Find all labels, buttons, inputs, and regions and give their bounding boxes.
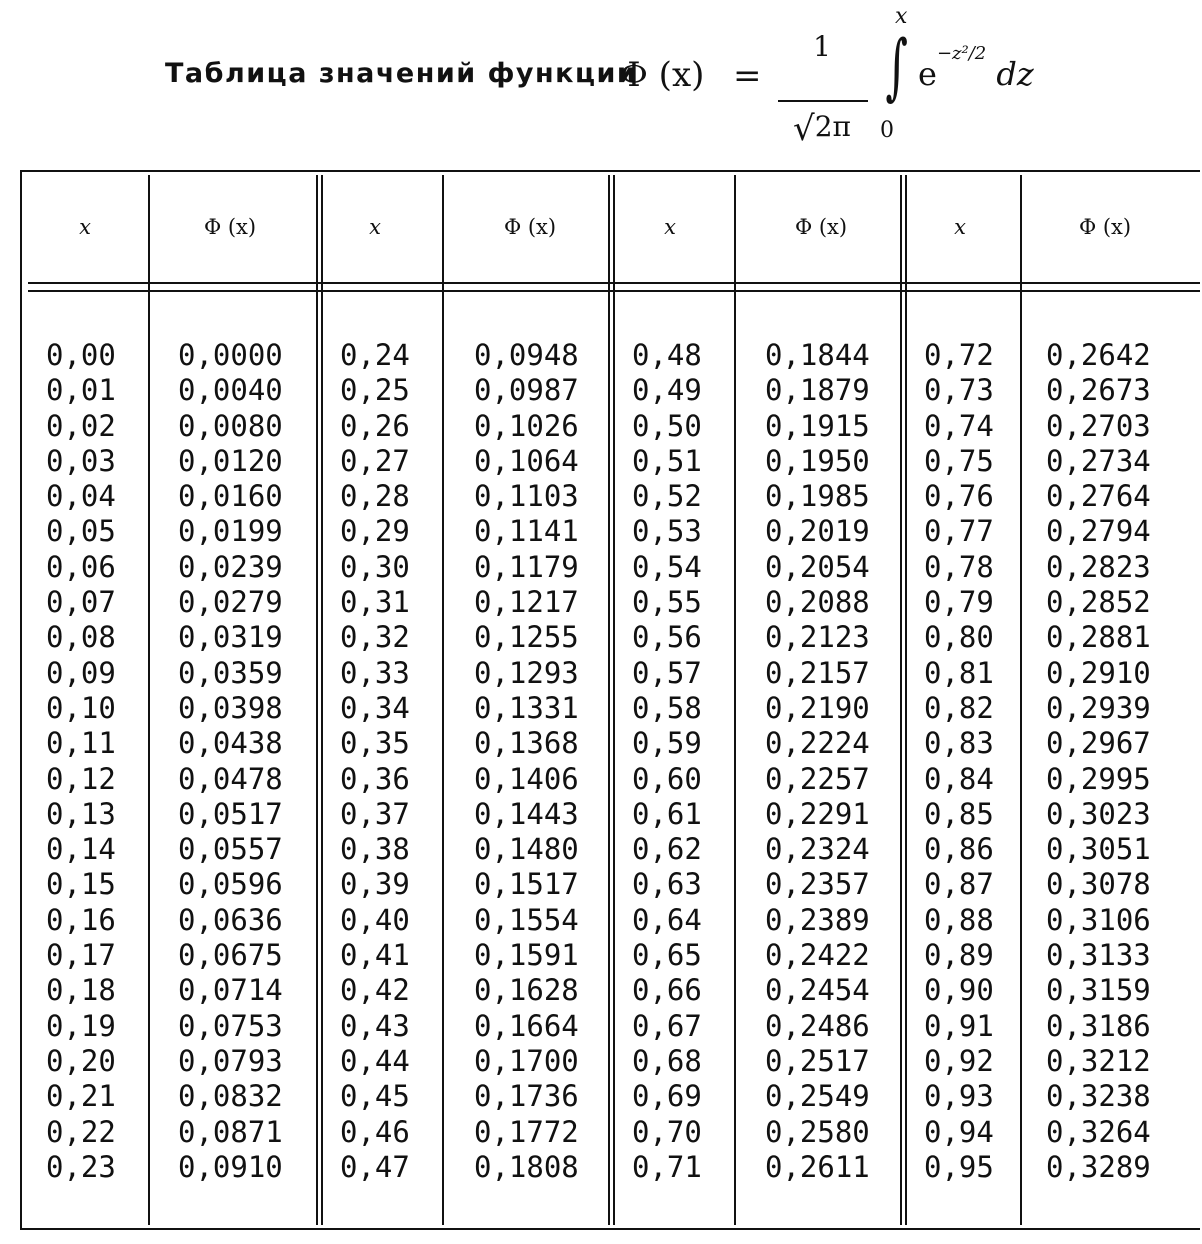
table-cell: 0,12 <box>46 761 116 796</box>
table-cell: 0,21 <box>46 1079 116 1114</box>
table-cell: 0,1217 <box>474 585 579 620</box>
integrand <box>918 43 1034 93</box>
table-cell: 0,1406 <box>474 761 579 796</box>
table-cell: 0,0714 <box>178 973 283 1008</box>
table-cell: 0,64 <box>632 902 702 937</box>
table-cell: 0,2324 <box>765 832 870 867</box>
table-cell: 0,17 <box>46 938 116 973</box>
integral-sign-icon: ∫ <box>885 24 909 108</box>
table-cell: 0,1255 <box>474 620 579 655</box>
fraction-numerator: 1 <box>813 30 831 63</box>
table-cell: 0,73 <box>924 373 994 408</box>
table-cell: 0,62 <box>632 832 702 867</box>
table-cell: 0,3159 <box>1046 973 1151 1008</box>
column-x-3 <box>632 338 702 1185</box>
table-cell: 0,53 <box>632 514 702 549</box>
table-cell: 0,69 <box>632 1079 702 1114</box>
table-cell: 0,3106 <box>1046 902 1151 937</box>
table-cell: 0,3133 <box>1046 938 1151 973</box>
table-cell: 0,40 <box>340 902 410 937</box>
table-cell: 0,82 <box>924 690 994 725</box>
title-text: Таблица значений функции <box>165 58 638 89</box>
table-cell: 0,74 <box>924 408 994 443</box>
table-cell: 0,44 <box>340 1043 410 1078</box>
integrand-exponent: −z²/2 <box>936 43 987 65</box>
table-cell: 0,60 <box>632 761 702 796</box>
integrand-base: e <box>918 55 937 93</box>
table-cell: 0,3212 <box>1046 1043 1151 1078</box>
table-cell: 0,0040 <box>178 373 283 408</box>
table-cell: 0,03 <box>46 443 116 478</box>
table-cell: 0,94 <box>924 1114 994 1149</box>
table-cell: 0,28 <box>340 479 410 514</box>
column-phi-1 <box>178 338 283 1185</box>
table-cell: 0,70 <box>632 1114 702 1149</box>
table-cell: 0,72 <box>924 338 994 372</box>
table-cell: 0,1480 <box>474 832 579 867</box>
column-divider <box>148 175 150 1225</box>
table-cell: 0,2517 <box>765 1043 870 1078</box>
table-cell: 0,0160 <box>178 479 283 514</box>
column-divider-double <box>608 175 610 1225</box>
integral-lower-limit: 0 <box>880 118 894 143</box>
table-cell: 0,77 <box>924 514 994 549</box>
header-divider <box>28 282 1200 284</box>
table-cell: 0,0948 <box>474 338 579 372</box>
table-cell: 0,0517 <box>178 796 283 831</box>
table-cell: 0,0438 <box>178 726 283 761</box>
page-title <box>0 0 1202 160</box>
table-cell: 0,2486 <box>765 1008 870 1043</box>
table-cell: 0,2357 <box>765 867 870 902</box>
table-cell: 0,0636 <box>178 902 283 937</box>
table-cell: 0,04 <box>46 479 116 514</box>
table-cell: 0,0080 <box>178 408 283 443</box>
table-cell: 0,67 <box>632 1008 702 1043</box>
table-cell: 0,2224 <box>765 726 870 761</box>
table-cell: 0,07 <box>46 585 116 620</box>
table-cell: 0,1772 <box>474 1114 579 1149</box>
integrand-differential: dz <box>996 55 1034 93</box>
table-cell: 0,10 <box>46 690 116 725</box>
table-cell: 0,42 <box>340 973 410 1008</box>
table-cell: 0,37 <box>340 796 410 831</box>
table-cell: 0,0871 <box>178 1114 283 1149</box>
table-cell: 0,0987 <box>474 373 579 408</box>
table-cell: 0,0199 <box>178 514 283 549</box>
table-cell: 0,2088 <box>765 585 870 620</box>
table-cell: 0,0398 <box>178 690 283 725</box>
table-cell: 0,1985 <box>765 479 870 514</box>
table-cell: 0,1844 <box>765 338 870 372</box>
table-cell: 0,18 <box>46 973 116 1008</box>
table-cell: 0,71 <box>632 1149 702 1184</box>
table-cell: 0,45 <box>340 1079 410 1114</box>
table-cell: 0,1554 <box>474 902 579 937</box>
table-cell: 0,3078 <box>1046 867 1151 902</box>
table-cell: 0,3051 <box>1046 832 1151 867</box>
table-cell: 0,02 <box>46 408 116 443</box>
table-cell: 0,1141 <box>474 514 579 549</box>
table-cell: 0,14 <box>46 832 116 867</box>
header-divider-secondary <box>28 290 1200 292</box>
table-cell: 0,11 <box>46 726 116 761</box>
table-cell: 0,0120 <box>178 443 283 478</box>
table-cell: 0,36 <box>340 761 410 796</box>
table-cell: 0,47 <box>340 1149 410 1184</box>
table-cell: 0,2580 <box>765 1114 870 1149</box>
header-phi-1: Φ (x) <box>203 215 257 239</box>
table-cell: 0,61 <box>632 796 702 831</box>
table-cell: 0,30 <box>340 549 410 584</box>
table-cell: 0,83 <box>924 726 994 761</box>
fraction-denominator-value: 2π <box>814 110 851 143</box>
table-cell: 0,91 <box>924 1008 994 1043</box>
column-x-4 <box>924 338 994 1185</box>
table-cell: 0,1591 <box>474 938 579 973</box>
table-cell: 0,34 <box>340 690 410 725</box>
table-cell: 0,32 <box>340 620 410 655</box>
table-cell: 0,92 <box>924 1043 994 1078</box>
table-cell: 0,1628 <box>474 973 579 1008</box>
table-cell: 0,31 <box>340 585 410 620</box>
table-cell: 0,2454 <box>765 973 870 1008</box>
column-phi-4 <box>1046 338 1151 1185</box>
sqrt-radical-icon: √ <box>793 109 815 149</box>
table-cell: 0,2123 <box>765 620 870 655</box>
table-cell: 0,0359 <box>178 655 283 690</box>
table-cell: 0,29 <box>340 514 410 549</box>
table-cell: 0,1664 <box>474 1008 579 1043</box>
table-cell: 0,1736 <box>474 1079 579 1114</box>
table-cell: 0,2054 <box>765 549 870 584</box>
table-cell: 0,88 <box>924 902 994 937</box>
table-cell: 0,48 <box>632 338 702 372</box>
column-divider-double <box>900 175 902 1225</box>
table-cell: 0,84 <box>924 761 994 796</box>
header-x-4: x <box>954 215 966 239</box>
table-cell: 0,08 <box>46 620 116 655</box>
table-cell: 0,26 <box>340 408 410 443</box>
table-cell: 0,2157 <box>765 655 870 690</box>
table-cell: 0,33 <box>340 655 410 690</box>
table-cell: 0,57 <box>632 655 702 690</box>
table-cell: 0,13 <box>46 796 116 831</box>
table-cell: 0,1915 <box>765 408 870 443</box>
table-cell: 0,75 <box>924 443 994 478</box>
table-cell: 0,3289 <box>1046 1149 1151 1184</box>
table-cell: 0,0000 <box>178 338 283 372</box>
table-cell: 0,24 <box>340 338 410 372</box>
table-cell: 0,0557 <box>178 832 283 867</box>
table-cell: 0,3238 <box>1046 1079 1151 1114</box>
table-cell: 0,2642 <box>1046 338 1151 372</box>
table-cell: 0,2611 <box>765 1149 870 1184</box>
table-cell: 0,2257 <box>765 761 870 796</box>
column-divider <box>734 175 736 1225</box>
table-cell: 0,2190 <box>765 690 870 725</box>
table-cell: 0,00 <box>46 338 116 372</box>
table-cell: 0,2734 <box>1046 443 1151 478</box>
table-cell: 0,19 <box>46 1008 116 1043</box>
table-cell: 0,0832 <box>178 1079 283 1114</box>
table-cell: 0,59 <box>632 726 702 761</box>
table-cell: 0,27 <box>340 443 410 478</box>
table-cell: 0,0596 <box>178 867 283 902</box>
table-cell: 0,46 <box>340 1114 410 1149</box>
table-cell: 0,23 <box>46 1149 116 1184</box>
table-cell: 0,2881 <box>1046 620 1151 655</box>
table-cell: 0,1443 <box>474 796 579 831</box>
table-cell: 0,51 <box>632 443 702 478</box>
table-cell: 0,1064 <box>474 443 579 478</box>
table-cell: 0,0675 <box>178 938 283 973</box>
column-x-2 <box>340 338 410 1185</box>
table-cell: 0,68 <box>632 1043 702 1078</box>
table-cell: 0,20 <box>46 1043 116 1078</box>
header-phi-3: Φ (x) <box>794 215 848 239</box>
header-phi-2: Φ (x) <box>503 215 557 239</box>
table-cell: 0,50 <box>632 408 702 443</box>
table-cell: 0,2291 <box>765 796 870 831</box>
fraction-bar <box>778 100 868 102</box>
table-cell: 0,76 <box>924 479 994 514</box>
table-cell: 0,2910 <box>1046 655 1151 690</box>
table-cell: 0,54 <box>632 549 702 584</box>
table-cell: 0,3023 <box>1046 796 1151 831</box>
table-cell: 0,90 <box>924 973 994 1008</box>
table-cell: 0,89 <box>924 938 994 973</box>
table-cell: 0,65 <box>632 938 702 973</box>
table-cell: 0,1103 <box>474 479 579 514</box>
table-cell: 0,1026 <box>474 408 579 443</box>
table-cell: 0,2939 <box>1046 690 1151 725</box>
table-cell: 0,2967 <box>1046 726 1151 761</box>
table-cell: 0,3186 <box>1046 1008 1151 1043</box>
table-cell: 0,2823 <box>1046 549 1151 584</box>
table-cell: 0,01 <box>46 373 116 408</box>
table-cell: 0,1331 <box>474 690 579 725</box>
table-cell: 0,1879 <box>765 373 870 408</box>
table-cell: 0,2852 <box>1046 585 1151 620</box>
table-cell: 0,81 <box>924 655 994 690</box>
table-cell: 0,09 <box>46 655 116 690</box>
column-phi-3 <box>765 338 870 1185</box>
table-cell: 0,0753 <box>178 1008 283 1043</box>
table-cell: 0,52 <box>632 479 702 514</box>
table-cell: 0,2764 <box>1046 479 1151 514</box>
table-cell: 0,39 <box>340 867 410 902</box>
column-divider <box>442 175 444 1225</box>
table-cell: 0,2794 <box>1046 514 1151 549</box>
title-fraction <box>772 30 872 149</box>
table-cell: 0,79 <box>924 585 994 620</box>
table-cell: 0,22 <box>46 1114 116 1149</box>
table-cell: 0,2422 <box>765 938 870 973</box>
table-cell: 0,38 <box>340 832 410 867</box>
table-cell: 0,80 <box>924 620 994 655</box>
table-cell: 0,78 <box>924 549 994 584</box>
table-cell: 0,93 <box>924 1079 994 1114</box>
table-cell: 0,0239 <box>178 549 283 584</box>
header-x-3: x <box>664 215 676 239</box>
table-cell: 0,63 <box>632 867 702 902</box>
table-cell: 0,43 <box>340 1008 410 1043</box>
table-cell: 0,55 <box>632 585 702 620</box>
table-cell: 0,25 <box>340 373 410 408</box>
header-x-1: x <box>79 215 91 239</box>
table-cell: 0,05 <box>46 514 116 549</box>
table-cell: 0,1368 <box>474 726 579 761</box>
table-cell: 0,35 <box>340 726 410 761</box>
table-cell: 0,15 <box>46 867 116 902</box>
table-cell: 0,16 <box>46 902 116 937</box>
column-phi-2 <box>474 338 579 1185</box>
table-cell: 0,2389 <box>765 902 870 937</box>
table-cell: 0,1179 <box>474 549 579 584</box>
column-divider <box>1020 175 1022 1225</box>
table-cell: 0,0793 <box>178 1043 283 1078</box>
table-cell: 0,2995 <box>1046 761 1151 796</box>
table-cell: 0,2703 <box>1046 408 1151 443</box>
table-cell: 0,85 <box>924 796 994 831</box>
header-phi-4: Φ (x) <box>1078 215 1132 239</box>
title-function-lhs: Φ (x) <box>620 55 705 95</box>
table-cell: 0,0910 <box>178 1149 283 1184</box>
table-cell: 0,0279 <box>178 585 283 620</box>
column-x-1 <box>46 338 116 1185</box>
integral-upper-limit: x <box>895 4 908 29</box>
table-cell: 0,2673 <box>1046 373 1151 408</box>
table-cell: 0,1517 <box>474 867 579 902</box>
table-cell: 0,41 <box>340 938 410 973</box>
table-cell: 0,86 <box>924 832 994 867</box>
column-divider-double <box>316 175 318 1225</box>
title-equals-sign: = <box>733 56 762 96</box>
table-cell: 0,1700 <box>474 1043 579 1078</box>
table-cell: 0,1293 <box>474 655 579 690</box>
table-cell: 0,56 <box>632 620 702 655</box>
table-cell: 0,49 <box>632 373 702 408</box>
fraction-denominator <box>772 105 872 149</box>
table-cell: 0,2019 <box>765 514 870 549</box>
table-cell: 0,0478 <box>178 761 283 796</box>
table-cell: 0,3264 <box>1046 1114 1151 1149</box>
table-cell: 0,06 <box>46 549 116 584</box>
table-cell: 0,58 <box>632 690 702 725</box>
table-cell: 0,2549 <box>765 1079 870 1114</box>
table-cell: 0,0319 <box>178 620 283 655</box>
header-x-2: x <box>369 215 381 239</box>
table-cell: 0,95 <box>924 1149 994 1184</box>
table-cell: 0,1808 <box>474 1149 579 1184</box>
table-cell: 0,87 <box>924 867 994 902</box>
table-cell: 0,1950 <box>765 443 870 478</box>
table-cell: 0,66 <box>632 973 702 1008</box>
